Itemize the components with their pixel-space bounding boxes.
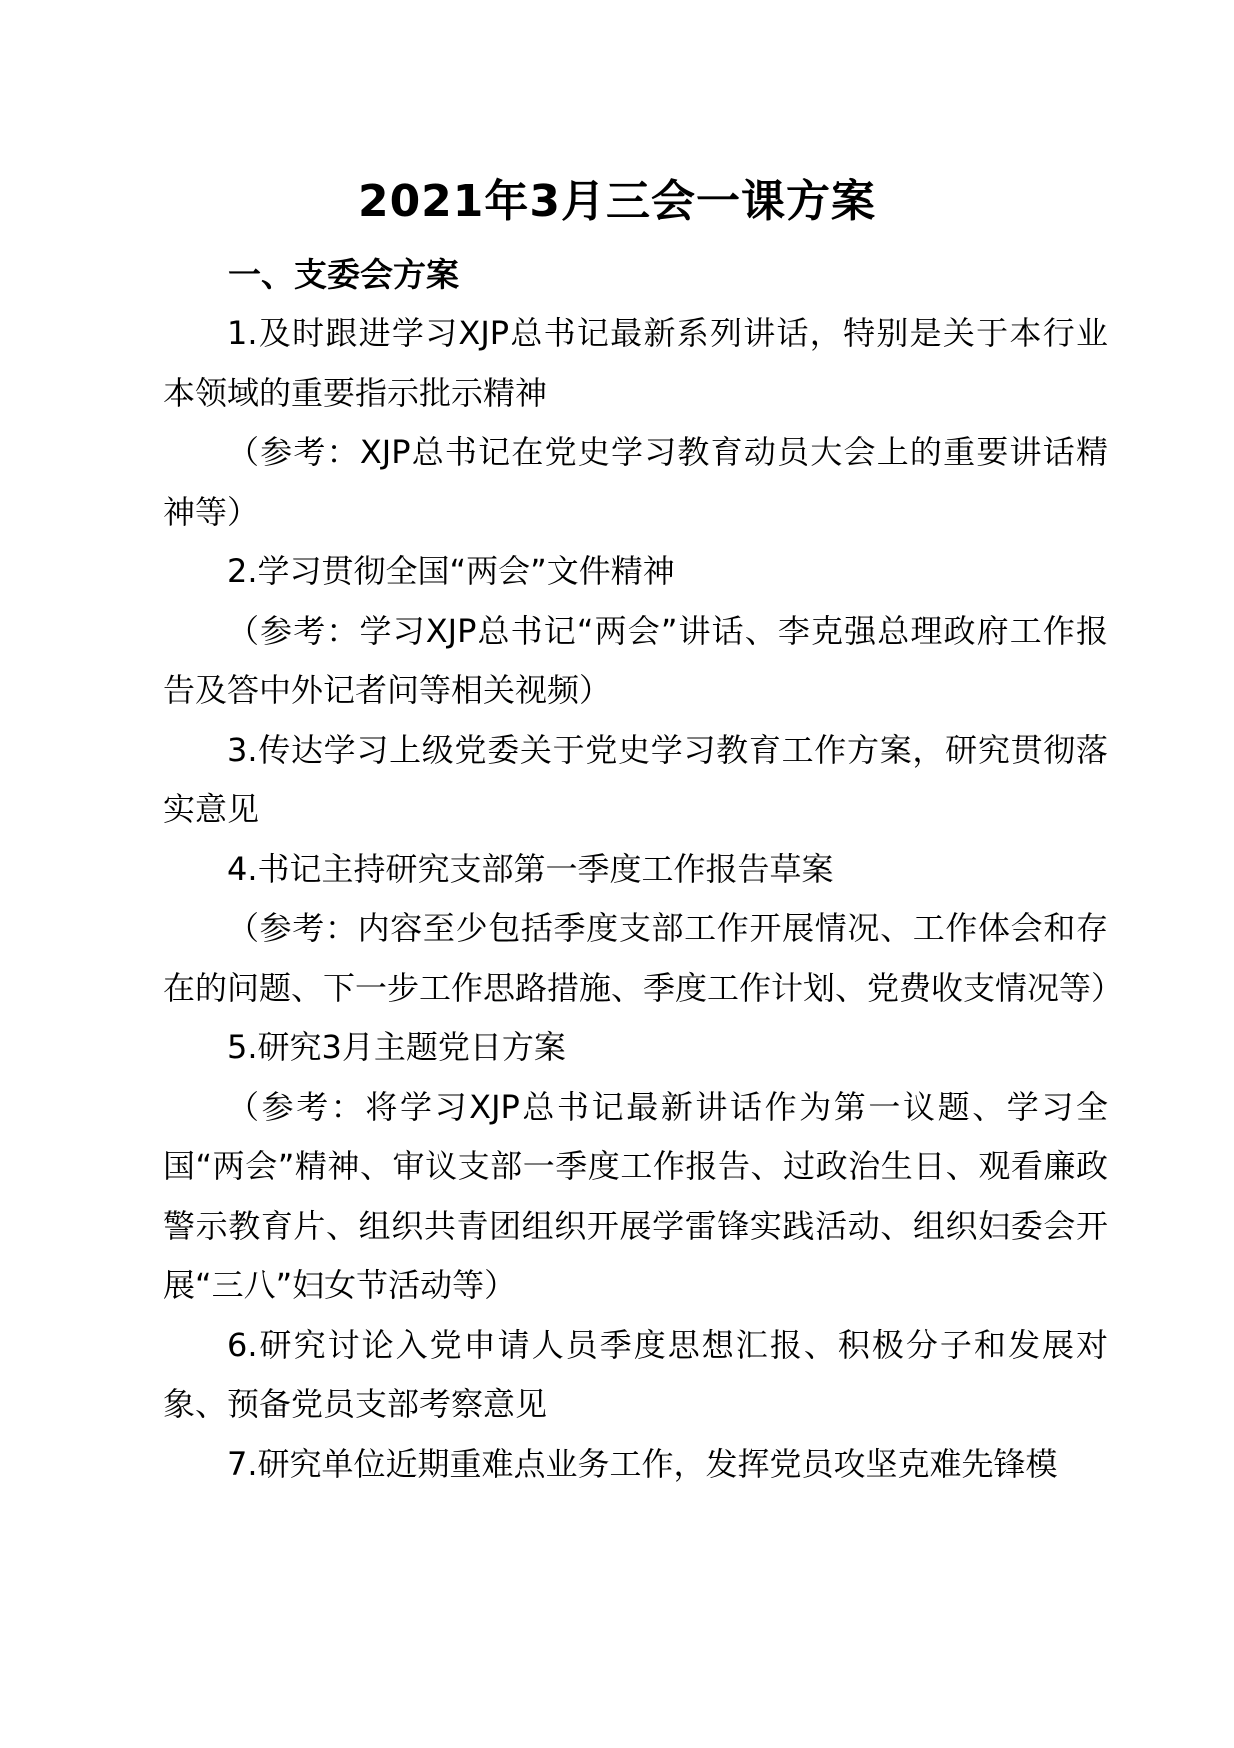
paragraph-item-4: 4.书记主持研究支部第一季度工作报告草案 [227,849,834,888]
paragraph-item-7: 7.研究单位近期重难点业务工作，发挥党员攻坚克难先锋模 [227,1444,1058,1483]
paragraph-reference-5: （参考：将学习XJP总书记最新讲话作为第一议题、学习全国“两会”精神、审议支部一季度工作报告、过政治生日、观看廉政警示教育片、组织共青团组织开展学雷锋实践活动、组织妇委会开展“三八”妇女节活动等） [163,1087,1108,1304]
paragraph-item-2: 2.学习贯彻全国“两会”文件精神 [227,552,675,590]
paragraph-item-3: 3.传达学习上级党委关于党史学习教育工作方案，研究贯彻落实意见 [163,730,1108,828]
document-title: 2021年3月三会一课方案 [357,176,877,227]
paragraph-item-6: 6.研究讨论入党申请人员季度思想汇报、积极分子和发展对象、预备党员支部考察意见 [163,1325,1108,1423]
section-heading: 一、支委会方案 [228,255,459,294]
paragraph-reference-1: （参考：XJP总书记在党史学习教育动员大会上的重要讲话精神等） [163,433,1108,531]
paragraph-reference-2: （参考：学习XJP总书记“两会”讲话、李克强总理政府工作报告及答中外记者问等相关视频） [163,611,1108,709]
paragraph-reference-4: （参考：内容至少包括季度支部工作开展情况、工作体会和存在的问题、下一步工作思路措施、季度工作计划、党费收支情况等） [163,909,1124,1007]
paragraph-item-1: 1.及时跟进学习XJP总书记最新系列讲话，特别是关于本行业本领域的重要指示批示精神 [163,314,1108,412]
paragraph-item-5: 5.研究3月主题党日方案 [227,1028,566,1066]
document-body [163,304,1124,1494]
